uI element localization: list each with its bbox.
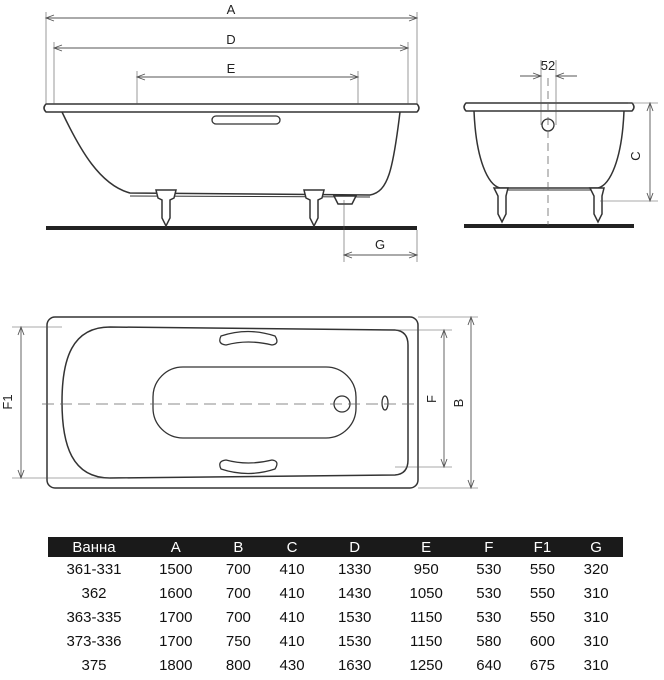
table-cell: 410	[279, 584, 305, 602]
table-cell: 373-336	[66, 632, 122, 650]
table-cell: 1600	[159, 584, 193, 602]
table-cell: 700	[225, 608, 251, 626]
table-cell: 1800	[159, 656, 193, 674]
table-cell: 1150	[410, 608, 443, 626]
end-rim	[464, 103, 634, 111]
side-floor-line	[46, 226, 417, 230]
side-handle	[212, 116, 280, 124]
table-cell: 410	[279, 560, 305, 578]
dim-label-f1: F1	[0, 394, 15, 410]
header-cell: E	[390, 537, 462, 557]
table-cell: 430	[279, 656, 305, 674]
table-cell: 530	[476, 584, 502, 602]
table-cell: 1530	[337, 632, 372, 650]
table-cell: 363-335	[66, 608, 122, 626]
table-cell: 1630	[337, 656, 372, 674]
dim-label-g: G	[374, 237, 386, 252]
table-cell: 675	[529, 656, 555, 674]
header-cell: B	[212, 537, 266, 557]
end-tub-body	[474, 111, 624, 188]
header-cell: F1	[516, 537, 570, 557]
table-cell: 800	[225, 656, 251, 674]
table-cell: 700	[225, 560, 251, 578]
header-cell: G	[569, 537, 623, 557]
end-foot-left	[494, 188, 508, 222]
table-cell: 1330	[337, 560, 372, 578]
top-outer-rim	[47, 317, 418, 488]
table-cell: 1500	[159, 560, 193, 578]
table-cell: 1700	[159, 608, 193, 626]
side-view	[44, 104, 419, 230]
table-cell: 310	[583, 656, 609, 674]
table-cell: 580	[476, 632, 502, 650]
side-foot-right	[304, 190, 324, 226]
table-header-row	[48, 537, 623, 557]
table-row	[48, 605, 623, 629]
dim-label-a: A	[226, 2, 236, 17]
table-cell: 362	[81, 584, 107, 602]
table-cell: 375	[81, 656, 107, 674]
dim-label-e: E	[226, 61, 236, 76]
table-cell: 1050	[409, 584, 443, 602]
table-cell: 600	[529, 632, 555, 650]
dim-label-f: F	[424, 395, 439, 403]
table-cell: 1530	[337, 608, 372, 626]
table-cell: 1250	[409, 656, 443, 674]
table-cell: 1150	[410, 632, 443, 650]
table-cell: 550	[529, 608, 555, 626]
table-cell: 1700	[159, 632, 193, 650]
header-cell: D	[319, 537, 391, 557]
top-view	[42, 317, 420, 488]
table-cell: 410	[279, 632, 305, 650]
dim-label-b: B	[451, 398, 466, 408]
side-dimensions	[46, 12, 417, 262]
dim-label-52: 52	[540, 58, 556, 73]
table-row	[48, 653, 623, 677]
dim-label-d: D	[226, 32, 236, 47]
table-cell: 410	[279, 608, 305, 626]
header-cell: F	[462, 537, 516, 557]
table-row	[48, 557, 623, 581]
side-drain	[334, 196, 356, 204]
table-cell: 700	[225, 584, 251, 602]
side-foot-left	[156, 190, 176, 226]
table-cell: 550	[529, 560, 555, 578]
table-cell: 530	[476, 608, 502, 626]
table-cell: 550	[529, 584, 555, 602]
end-foot-right	[590, 188, 604, 222]
table-cell: 361-331	[66, 560, 122, 578]
side-rim	[44, 104, 419, 112]
table-cell: 750	[225, 632, 251, 650]
header-cell: Ванна	[48, 537, 140, 557]
table-cell: 950	[413, 560, 439, 578]
end-floor-line	[464, 224, 634, 228]
dim-label-c: C	[628, 151, 643, 161]
table-cell: 640	[476, 656, 502, 674]
header-cell: C	[265, 537, 319, 557]
dimensions-table	[48, 537, 623, 677]
end-view	[464, 78, 634, 228]
table-cell: 310	[583, 584, 609, 602]
table-row	[48, 581, 623, 605]
table-row	[48, 629, 623, 653]
table-cell: 310	[583, 608, 609, 626]
end-dimensions	[520, 60, 658, 201]
table-cell: 1430	[337, 584, 372, 602]
table-cell: 320	[583, 560, 609, 578]
table-cell: 530	[476, 560, 502, 578]
header-cell: A	[140, 537, 212, 557]
table-cell: 310	[583, 632, 609, 650]
